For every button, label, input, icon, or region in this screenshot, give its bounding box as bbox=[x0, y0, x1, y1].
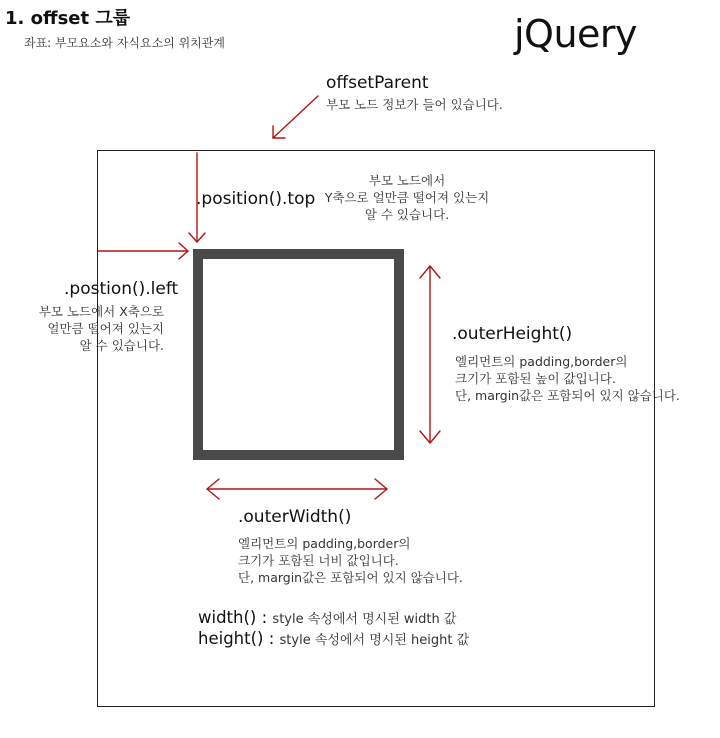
position-top-desc-line: Y축으로 얼만큼 떨어져 있는지 bbox=[324, 190, 490, 205]
offset-parent-desc: 부모 노드 정보가 들어 있습니다. bbox=[326, 97, 503, 112]
width-note: style 속성에서 명시된 width 값 bbox=[272, 612, 457, 627]
outer-height-label: .outerHeight() bbox=[452, 324, 573, 344]
outer-width-label: .outerWidth() bbox=[238, 507, 352, 527]
height-note: style 속성에서 명시된 height 값 bbox=[279, 633, 470, 648]
position-top-desc-line: 알 수 있습니다. bbox=[364, 207, 450, 222]
outer-height-desc-line: 단, margin값은 포함되어 있지 않습니다. bbox=[455, 388, 680, 403]
position-top-label: .position().top bbox=[196, 189, 316, 209]
outer-width-desc-line: 엘리먼트의 padding,border의 bbox=[238, 536, 411, 551]
position-left-desc-line: 알 수 있습니다. bbox=[79, 338, 164, 353]
outer-height-desc-line: 크기가 포함된 높이 값입니다. bbox=[455, 371, 616, 386]
offset-parent-arrow bbox=[273, 96, 318, 138]
position-top-desc-line: 부모 노드에서 bbox=[368, 173, 446, 188]
jquery-brand: jQuery bbox=[514, 12, 638, 56]
position-left-desc-line: 얼만큼 떨어져 있는지 bbox=[47, 321, 164, 336]
position-left-desc-line: 부모 노드에서 X축으로 bbox=[38, 304, 164, 319]
section-title: 1. offset 그룹 bbox=[5, 8, 131, 29]
outer-width-desc-line: 크기가 포함된 너비 값입니다. bbox=[238, 553, 399, 568]
outer-width-desc-line: 단, margin값은 포함되어 있지 않습니다. bbox=[238, 570, 463, 585]
height-term: height() : bbox=[198, 629, 275, 648]
offset-parent-label: offsetParent bbox=[326, 73, 429, 93]
width-term: width() : bbox=[198, 608, 268, 627]
section-subtitle: 좌표: 부모요소와 자식요소의 위치관계 bbox=[24, 36, 225, 50]
outer-height-desc-line: 엘리먼트의 padding,border의 bbox=[455, 354, 628, 369]
position-left-label: .postion().left bbox=[64, 279, 179, 299]
